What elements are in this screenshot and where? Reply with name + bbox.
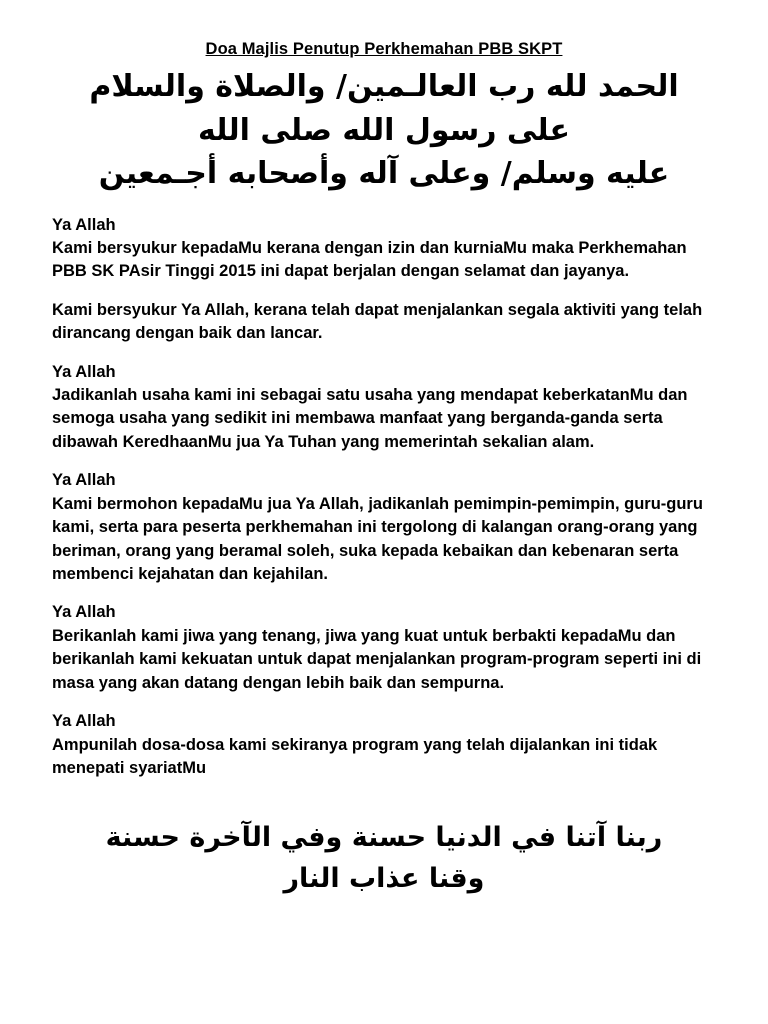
- section-text: Ampunilah dosa-dosa kami sekiranya program yang telah dijalankan ini tidak menepati syariatMu: [52, 735, 658, 777]
- invocation-label: Ya Allah: [52, 215, 116, 234]
- closing-arabic-dua: [44, 818, 724, 899]
- invocation-label: Ya Allah: [52, 471, 116, 490]
- prayer-body: [44, 214, 724, 781]
- arabic-line: على رسول الله صلى الله: [197, 112, 571, 148]
- invocation-label: Ya Allah: [52, 362, 116, 381]
- prayer-section: [52, 601, 720, 695]
- opening-arabic-invocation: [44, 65, 724, 196]
- arabic-line: الحمد لله رب العالـمين/ والصلاة والسلام: [89, 69, 679, 104]
- section-text: Jadikanlah usaha kami ini sebagai satu usaha yang mendapat keberkatanMu dan semoga usaha yang sedikit ini membawa manfaat yang berganda-ganda serta dibawah KeredhaanMu jua Ya Tuhan yang memerintah sekalian alam.: [52, 386, 688, 451]
- section-text: Kami bersyukur kepadaMu kerana dengan izin dan kurniaMu maka Perkhemahan PBB SK PAsir Tinggi 2015 ini dapat berjalan dengan selamat dan jayanya.: [52, 238, 687, 281]
- prayer-section: [52, 469, 720, 586]
- arabic-line: عليه وسلم/ وعلى آله وأصحابه أجـمعين: [98, 156, 670, 191]
- section-text: Kami bersyukur Ya Allah, kerana telah dapat menjalankan segala aktiviti yang telah dirancang dengan baik dan lancar.: [52, 300, 703, 343]
- prayer-section: [52, 214, 720, 284]
- section-text: Kami bermohon kepadaMu jua Ya Allah, jadikanlah pemimpin-pemimpin, guru-guru kami, serta para peserta perkhemahan ini tergolong di kalangan orang-orang yang beriman, orang yang beramal soleh, suka kepada kebaikan dan kebenaran serta membenci kejahatan dan kejahilan.: [52, 494, 703, 583]
- prayer-section: [52, 299, 720, 346]
- invocation-label: Ya Allah: [52, 603, 116, 622]
- prayer-section: [52, 361, 720, 455]
- arabic-line: وقنا عذاب النار: [283, 862, 485, 894]
- invocation-label: Ya Allah: [52, 712, 116, 731]
- page-title: Doa Majlis Penutup Perkhemahan PBB SKPT: [205, 40, 563, 58]
- prayer-section: [52, 710, 720, 780]
- section-text: Berikanlah kami jiwa yang tenang, jiwa yang kuat untuk berbakti kepadaMu dan berikanlah kami kekuatan untuk dapat menjalankan program-program seperti ini di masa yang akan datang dengan lebih baik dan sempurna.: [52, 626, 702, 692]
- arabic-line: ربنا آتنا في الدنيا حسنة وفي الآخرة حسنة: [105, 822, 663, 854]
